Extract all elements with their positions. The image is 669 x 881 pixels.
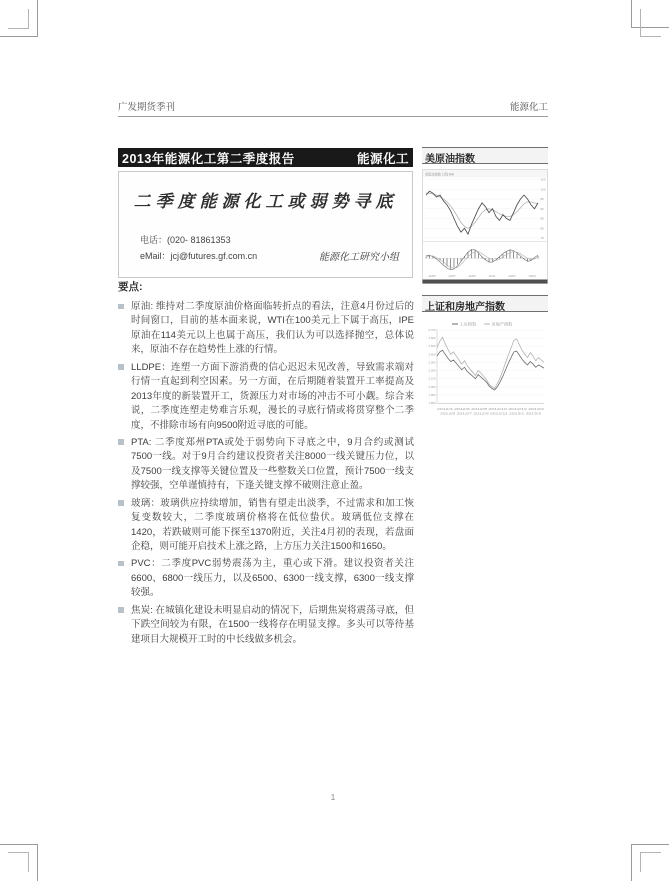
svg-text:2,000: 2,000: [428, 384, 436, 389]
svg-text:1,900: 1,900: [428, 392, 436, 397]
svg-text:2,700: 2,700: [428, 328, 436, 332]
svg-text:85: 85: [540, 216, 544, 221]
headline-box: [118, 171, 413, 278]
svg-text:2,400: 2,400: [428, 352, 436, 357]
svg-text:13/03: 13/03: [528, 274, 536, 279]
svg-text:75: 75: [540, 236, 544, 241]
bullet-square-icon: [118, 500, 124, 506]
keypoints-heading: 要点:: [118, 281, 143, 293]
index-panel-header: 上证和房地产指数: [422, 295, 548, 312]
page-number: 1: [330, 792, 336, 802]
svg-text:2,200: 2,200: [428, 368, 436, 373]
svg-text:房地产指数: 房地产指数: [491, 321, 513, 327]
svg-text:上证指数: 上证指数: [459, 321, 477, 327]
bullet-square-icon: [118, 364, 124, 370]
keypoint-text: 原油: 维持对二季度原油价格面临转折点的看法，注意4月份过后的时间窗口，目前的基本面来说，WTI在100美元上下属于高压，IPE原油在114美元以上也属于高压，我们认为可以选择抛空，总体说来，原油不存在趋势性上涨的行情。: [131, 301, 414, 356]
svg-text:80: 80: [540, 226, 544, 231]
keypoints-section: [118, 279, 414, 650]
keypoints-list: [118, 300, 414, 647]
corner-mark-top-right-inner: [640, 9, 661, 37]
phone-line: [140, 232, 257, 248]
svg-text:2,600: 2,600: [428, 336, 436, 341]
keypoint-item-glass: [118, 497, 414, 555]
keypoint-text: PVC：二季度PVC弱势震荡为主，重心或下滑。建议投资者关注6600、6800一线压力，以及6500、6300一线支撑，6300一线支撑较强。: [131, 558, 414, 599]
email-value: jcj@futures.gf.com.cn: [170, 251, 258, 261]
svg-text:1,800: 1,800: [428, 401, 436, 405]
keypoint-item-lldpe: [118, 361, 414, 433]
svg-text:12/11: 12/11: [488, 274, 496, 279]
svg-text:2012/4 2012/6 2012/8 2012/1: 2012/4 2012/6 2012/8 2012/10 2012/12 2013/2: [437, 407, 545, 411]
bullet-square-icon: [118, 439, 124, 445]
research-team-name: 能源化工研究小组: [319, 252, 399, 263]
shanghai-realestate-chart: [422, 317, 548, 433]
running-header: [118, 99, 548, 117]
contact-block: [140, 232, 257, 264]
phone-label: 电话：: [140, 235, 168, 245]
svg-text:美原油指数 日线 MA: 美原油指数 日线 MA: [425, 172, 454, 177]
svg-text:2,300: 2,300: [428, 360, 436, 365]
section-label: 能源化工: [509, 102, 548, 113]
report-section-label: 能源化工: [356, 151, 409, 166]
phone-value: (020- 81861353: [167, 235, 231, 245]
svg-text:12/09: 12/09: [468, 274, 476, 279]
svg-text:12/07: 12/07: [448, 274, 456, 279]
corner-mark-top-left-inner: [8, 9, 29, 29]
bullet-square-icon: [118, 607, 124, 613]
keypoint-text: 玻璃：玻璃供应持续增加，销售有望走出淡季，不过需求和加工恢复变数较大，二季度玻璃价格将在低位蛰伏。玻璃低位支撑在1420，若跌破则可能下探至1370附近，关注4月初的表现，若盘面企稳，则可能开启技术上涨之路，上方压力关注1500和1650。: [131, 497, 414, 552]
bullet-square-icon: [118, 561, 124, 567]
corner-mark-bottom-left-inner: [8, 852, 29, 872]
svg-text:2012/5 2012/7 2012/9 2012/1: 2012/5 2012/7 2012/9 2012/11 2013/1 2013/3: [440, 411, 542, 416]
svg-text:105: 105: [540, 177, 546, 182]
keypoint-item-crude: [118, 300, 414, 358]
email-line: [140, 248, 257, 264]
svg-text:13/01: 13/01: [508, 274, 516, 279]
keypoint-item-pta: [118, 436, 414, 494]
keypoint-item-coke: [118, 604, 414, 647]
crude-oil-chart: [422, 169, 548, 284]
svg-text:2,500: 2,500: [428, 344, 436, 349]
corner-mark-bottom-right-inner: [640, 852, 661, 872]
svg-text:95: 95: [540, 197, 544, 202]
svg-text:90: 90: [540, 206, 544, 211]
keypoint-text: PTA: 二季度郑州PTA或处于弱势向下寻底之中，9月合约或测试7500一线。对于9月合约建议投资者关注8000一线关键压力位，以及7500一线支撑等关键位置及一些整数关口位置，预计7500一线支撑较强，空单谨慎持有，下逢关键支撑不破则注意止盈。: [131, 436, 414, 492]
journal-title: 广发期货季刊: [118, 102, 176, 113]
report-title: 2013年能源化工第二季度报告: [122, 151, 295, 166]
svg-text:2,100: 2,100: [428, 376, 436, 381]
crude-oil-panel-header: 美原油指数: [422, 147, 548, 164]
bullet-square-icon: [118, 304, 124, 310]
email-label: eMail：: [140, 251, 171, 261]
keypoint-text: 焦炭: 在城镇化建设未明显启动的情况下，后期焦炭将震荡寻底，但下跌空间较为有限，在1500一线将存在明显支撑。多头可以等待基建项目大规模开工时的中长线做多机会。: [131, 604, 414, 645]
calligraphy-headline: 二季度能源化工或弱势寻底: [133, 192, 398, 212]
report-title-bar: [118, 148, 413, 167]
keypoint-text: LLDPE：连塑一方面下游消费的信心迟迟未见改善，导致需求端对行情一直起到利空因素。另一方面，在后期随着装置开工率提高及2013年度的新装置开工，货源压力对市场的冲击不可小觑。综合来说，二季度连塑走势难言乐观，漫长的寻底行情或将贯穿整个二季度，不排除市场有向9500附近寻底的可能。: [131, 361, 414, 431]
svg-text:100: 100: [540, 187, 546, 192]
svg-text:12/05: 12/05: [428, 274, 436, 279]
keypoint-item-pvc: [118, 557, 414, 600]
